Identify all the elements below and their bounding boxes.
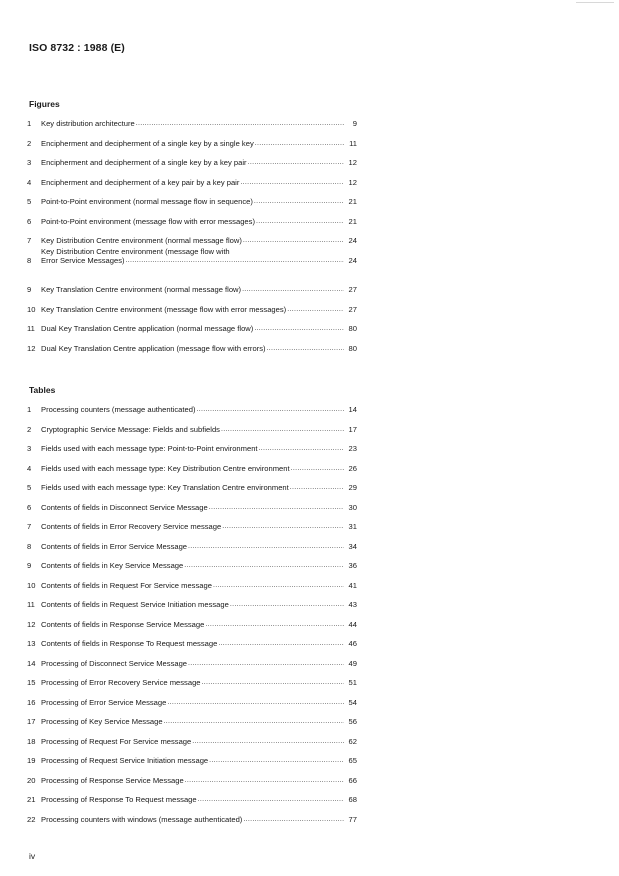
table-entry-title: Processing of Request For Service message: [41, 736, 192, 746]
figure-entry[interactable]: [27, 197, 357, 206]
table-entry-number: 20: [27, 775, 36, 785]
table-entry-title: Contents of fields in Response Service Message: [41, 619, 205, 629]
table-entry-number: 9: [27, 561, 32, 570]
figure-entry-title: Key Translation Centre environment (message flow with error messages): [41, 304, 287, 314]
table-entry-leader: [222, 522, 344, 531]
standard-header: ISO 8732 : 1988 (E): [29, 42, 125, 54]
table-entry-page: 65: [348, 756, 357, 765]
table-entry-page: 31: [348, 522, 357, 531]
table-entry-page: 77: [348, 814, 357, 824]
table-entry-page: 29: [348, 483, 357, 492]
table-entry[interactable]: [27, 659, 357, 668]
figure-entry-leader: [254, 197, 344, 206]
table-entry[interactable]: [27, 737, 357, 746]
figure-entry-title: Error Service Messages): [41, 255, 125, 265]
table-entry-number: 16: [27, 697, 36, 707]
table-entry-page: 30: [348, 502, 357, 512]
table-entry-title: Processing counters (message authenticated): [41, 405, 196, 414]
table-entry-page: 44: [348, 619, 357, 629]
table-entry-page: 41: [348, 580, 357, 590]
table-entry[interactable]: [27, 522, 357, 531]
table-entry[interactable]: [27, 542, 357, 551]
table-entry-page: 68: [348, 795, 357, 804]
table-entry-number: 12: [27, 619, 36, 629]
figure-entry-page: 27: [348, 285, 357, 294]
table-entry-leader: [185, 776, 344, 785]
table-entry-page: 34: [348, 541, 357, 551]
table-entry[interactable]: [27, 561, 357, 570]
figure-entry-number: 5: [27, 197, 32, 206]
figure-entry-leader: [254, 324, 344, 333]
table-entry-page: 43: [348, 600, 357, 609]
figure-entry-title: Encipherment and decipherment of a single key by a single key: [41, 138, 254, 148]
figure-entry[interactable]: [27, 158, 357, 167]
table-entry[interactable]: [27, 639, 357, 648]
table-entry-title: Processing of Request Service Initiation message: [41, 756, 209, 765]
figure-entry-page: 24: [348, 236, 357, 245]
figure-entry-leader: [126, 256, 344, 265]
table-entry-leader: [188, 542, 344, 551]
table-entry-number: 19: [27, 756, 36, 765]
figure-entry-number: 10: [27, 304, 36, 314]
figure-entry-number: 3: [27, 158, 32, 167]
table-entry-page: 26: [348, 463, 357, 473]
table-entry-leader: [213, 581, 344, 590]
table-entry-leader: [164, 717, 344, 726]
figures-heading: Figures: [29, 99, 60, 109]
table-entry[interactable]: [27, 678, 357, 687]
table-entry-title: Contents of fields in Response To Request message: [41, 639, 218, 648]
table-entry-number: 14: [27, 658, 36, 668]
table-entry-leader: [184, 561, 344, 570]
table-entry[interactable]: [27, 483, 357, 492]
figure-entry[interactable]: [27, 139, 357, 148]
table-entry-page: 46: [348, 639, 357, 648]
table-entry[interactable]: [27, 405, 357, 414]
table-entry-title: Contents of fields in Error Recovery Service message: [41, 522, 222, 531]
table-entry-page: 49: [348, 658, 357, 668]
table-entry-page: 51: [348, 678, 357, 687]
table-entry[interactable]: [27, 795, 357, 804]
figure-entry-number: 2: [27, 138, 32, 148]
figure-entry-title: Point-to-Point environment (message flow with error messages): [41, 216, 255, 226]
table-entry[interactable]: [27, 444, 357, 453]
figure-entry-number: 12: [27, 343, 36, 353]
figure-entry-title-line: Key Distribution Centre environment (message flow with: [41, 246, 230, 256]
figure-entry-leader: [287, 305, 344, 314]
table-entry-number: 3: [27, 444, 32, 453]
figure-entry[interactable]: [27, 236, 357, 245]
table-entry-title: Processing counters with windows (message authenticated): [41, 814, 243, 824]
table-entry[interactable]: [27, 756, 357, 765]
table-entry-number: 2: [27, 424, 32, 434]
figure-entry[interactable]: [27, 305, 357, 314]
table-entry-number: 15: [27, 678, 36, 687]
table-entry-number: 6: [27, 502, 32, 512]
figure-entry-number: 7: [27, 236, 32, 245]
table-entry-page: 17: [348, 424, 357, 434]
figure-entry[interactable]: [27, 324, 357, 333]
table-entry[interactable]: [27, 425, 357, 434]
figure-entry[interactable]: [27, 178, 357, 187]
table-entry-title: Processing of Error Recovery Service message: [41, 678, 201, 687]
figure-entry-leader: [243, 236, 344, 245]
figure-entry-page: 21: [348, 197, 357, 206]
table-entry-number: 11: [27, 600, 35, 609]
table-entry-leader: [197, 405, 345, 414]
figure-entry-leader: [267, 344, 344, 353]
figure-entry-number: 8: [27, 255, 32, 265]
figure-entry-leader: [256, 217, 344, 226]
figure-entry-title: Encipherment and decipherment of a key pair by a key pair: [41, 177, 240, 187]
table-entry[interactable]: [27, 464, 357, 473]
table-entry-leader: [188, 659, 344, 668]
table-entry-number: 1: [27, 405, 32, 414]
figure-entry-leader: [242, 285, 344, 294]
figure-entry-title: Dual Key Translation Centre application (message flow with errors): [41, 343, 266, 353]
table-entry-leader: [259, 444, 344, 453]
figure-entry-title: Key Translation Centre environment (normal message flow): [41, 285, 242, 294]
table-entry-title: Processing of Response To Request message: [41, 795, 197, 804]
table-entry-title: Contents of fields in Request Service Initiation message: [41, 600, 229, 609]
figure-entry-page: 12: [348, 177, 357, 187]
table-entry-leader: [198, 795, 344, 804]
table-entry[interactable]: [27, 581, 357, 590]
figure-entry-title: Key distribution architecture: [41, 119, 135, 128]
table-entry-number: 13: [27, 639, 36, 648]
figure-entry-title: Dual Key Translation Centre application (normal message flow): [41, 324, 254, 333]
table-entry-number: 22: [27, 814, 36, 824]
table-entry-title: Fields used with each message type: Key Translation Centre environment: [41, 483, 289, 492]
table-entry-leader: [290, 483, 344, 492]
table-entry-page: 56: [348, 717, 357, 726]
table-entry-number: 18: [27, 736, 36, 746]
figure-entry-page: 24: [348, 255, 357, 265]
table-entry-leader: [192, 737, 344, 746]
figure-entry[interactable]: [27, 285, 357, 294]
figure-entry-number: 11: [27, 324, 35, 333]
table-entry-leader: [209, 503, 344, 512]
table-entry-number: 21: [27, 795, 36, 804]
table-entry-title: Fields used with each message type: Point-to-Point environment: [41, 444, 258, 453]
table-entry[interactable]: [27, 698, 357, 707]
table-entry-leader: [218, 639, 344, 648]
figure-entry-number: 1: [27, 119, 32, 128]
table-entry-title: Contents of fields in Disconnect Service Message: [41, 502, 208, 512]
table-entry-title: Processing of Disconnect Service Message: [41, 658, 188, 668]
figure-entry-page: 12: [348, 158, 357, 167]
table-entry-page: 54: [348, 697, 357, 707]
figure-entry-title: Encipherment and decipherment of a single key by a key pair: [41, 158, 247, 167]
figure-entry-title: Key Distribution Centre environment (normal message flow): [41, 236, 242, 245]
scan-mark: [576, 2, 614, 3]
table-entry-number: 5: [27, 483, 32, 492]
table-entry-page: 66: [348, 775, 357, 785]
table-entry[interactable]: [27, 503, 357, 512]
figure-entry[interactable]: [27, 119, 357, 128]
figure-entry-page: 27: [348, 304, 357, 314]
table-entry-title: Processing of Key Service Message: [41, 717, 163, 726]
table-entry-page: 23: [348, 444, 357, 453]
table-entry[interactable]: [27, 620, 357, 629]
figure-entry-page: 80: [348, 343, 357, 353]
figure-entry-leader: [136, 119, 344, 128]
table-entry-leader: [221, 425, 344, 434]
table-entry-title: Processing of Response Service Message: [41, 775, 184, 785]
table-entry-title: Processing of Error Service Message: [41, 697, 167, 707]
figure-entry-page: 21: [348, 216, 357, 226]
table-entry-leader: [205, 620, 344, 629]
table-entry-number: 8: [27, 541, 32, 551]
figure-entry[interactable]: [27, 217, 357, 226]
figure-entry-number: 9: [27, 285, 32, 294]
table-entry[interactable]: [27, 600, 357, 609]
table-entry-number: 7: [27, 522, 32, 531]
tables-heading: Tables: [29, 385, 56, 395]
figure-entry-leader: [248, 158, 344, 167]
table-entry-number: 4: [27, 463, 32, 473]
figure-entry-leader: [255, 139, 344, 148]
table-entry[interactable]: [27, 776, 357, 785]
figure-entry-leader: [240, 178, 344, 187]
table-entry-leader: [209, 756, 344, 765]
table-entry-leader: [230, 600, 344, 609]
table-entry[interactable]: [27, 717, 357, 726]
figure-entry-number: 6: [27, 216, 32, 226]
footer-page-number: iv: [29, 851, 36, 861]
figure-entry-page: 80: [348, 324, 357, 333]
table-entry-leader: [243, 815, 344, 824]
figure-entry[interactable]: [27, 344, 357, 353]
table-entry-leader: [167, 698, 344, 707]
table-entry[interactable]: [27, 815, 357, 824]
figure-entry-number: 4: [27, 177, 32, 187]
table-entry-title: Contents of fields in Request For Service message: [41, 580, 212, 590]
table-entry-title: Fields used with each message type: Key Distribution Centre environment: [41, 463, 290, 473]
figure-entry-page: 11: [349, 138, 357, 148]
table-entry-number: 17: [27, 717, 36, 726]
table-entry-page: 62: [348, 736, 357, 746]
figure-entry-page: 9: [352, 119, 357, 128]
table-entry-title: Cryptographic Service Message: Fields and subfields: [41, 424, 220, 434]
table-entry-page: 14: [348, 405, 357, 414]
table-entry-title: Contents of fields in Key Service Message: [41, 561, 184, 570]
table-entry-title: Contents of fields in Error Service Message: [41, 541, 188, 551]
table-entry-number: 10: [27, 580, 36, 590]
table-entry-page: 36: [348, 561, 357, 570]
figure-entry-title: Point-to-Point environment (normal message flow in sequence): [41, 197, 253, 206]
figure-entry[interactable]: [27, 247, 357, 265]
table-entry-leader: [291, 464, 344, 473]
table-entry-leader: [202, 678, 344, 687]
